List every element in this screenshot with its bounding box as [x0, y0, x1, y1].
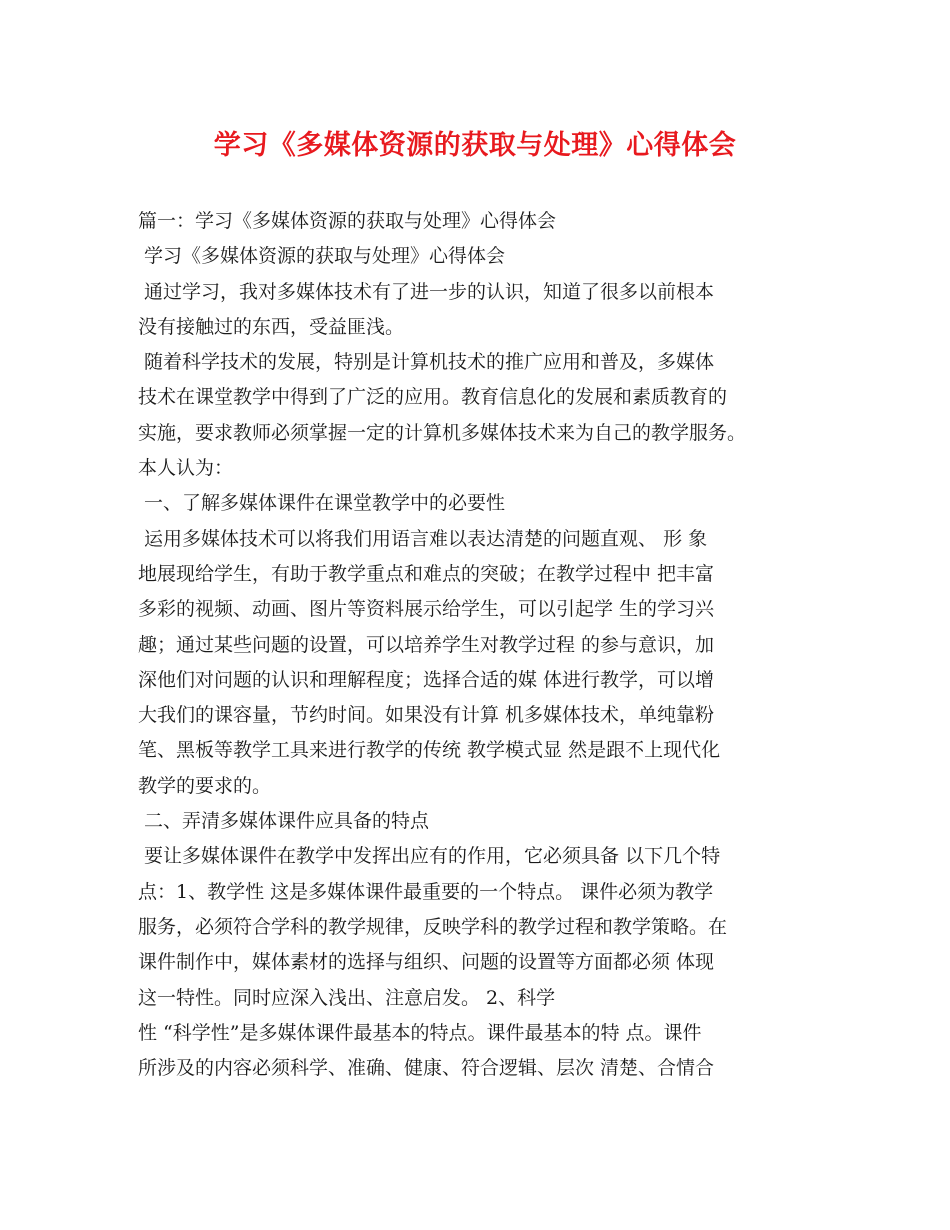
body-line: 深他们对问题的认识和理解程度；选择合适的媒 体进行教学，可以增 [138, 668, 715, 691]
document-title: 学习《多媒体资源的获取与处理》心得体会 [213, 130, 737, 161]
body-line: 趣；通过某些问题的设置，可以培养学生对教学过程 的参与意识，加 [138, 633, 715, 656]
body-line: 地展现给学生，有助于教学重点和难点的突破；在教学过程中 把丰富 [138, 562, 715, 585]
body-line: 点：1、教学性 这是多媒体课件最重要的一个特点。 课件必须为教学 [138, 880, 714, 903]
body-line: 服务，必须符合学科的教学规律，反映学科的教学过程和教学策略。在 [138, 915, 728, 938]
body-line: 实施，要求教师必须掌握一定的计算机多媒体技术来为自己的教学服务。 [138, 421, 747, 444]
section-heading: 二、弄清多媒体课件应具备的特点 [138, 810, 430, 833]
body-line: 课件制作中，媒体素材的选择与组织、问题的设置等方面都必须 体现 [138, 951, 715, 974]
body-line: 教学的要求的。 [138, 774, 272, 797]
document-body [138, 204, 818, 1086]
body-line: 技术在课堂教学中得到了广泛的应用。教育信息化的发展和素质教育的 [138, 386, 728, 409]
body-line: 性 “科学性”是多媒体课件最基本的特点。课件最基本的特 点。课件 [138, 1021, 702, 1044]
body-line: 篇一：学习《多媒体资源的获取与处理》心得体会 [138, 210, 557, 232]
body-line: 随着科学技术的发展，特别是计算机技术的推广应用和普及，多媒体 [138, 351, 715, 374]
body-line: 通过学习，我对多媒体技术有了进一步的认识，知道了很多以前根本 [138, 280, 715, 303]
section-heading: 一、了解多媒体课件在课堂教学中的必要性 [138, 492, 506, 515]
body-line: 运用多媒体技术可以将我们用语言难以表达清楚的问题直观、 形 象 [138, 527, 708, 550]
body-line: 这一特性。同时应深入浅出、注意启发。 2、科学 [138, 986, 556, 1009]
body-line: 本人认为： [138, 457, 234, 480]
body-line: 所涉及的内容必须科学、准确、健康、符合逻辑、层次 清楚、合情合 [138, 1057, 715, 1080]
body-line: 要让多媒体课件在教学中发挥出应有的作用，它必须具备 以下几个特 [138, 845, 721, 868]
body-line: 学习《多媒体资源的获取与处理》心得体会 [138, 245, 506, 268]
body-line: 多彩的视频、动画、图片等资料展示给学生，可以引起学 生的学习兴 [138, 598, 715, 621]
body-line: 没有接触过的东西，受益匪浅。 [138, 315, 405, 338]
body-line: 大我们的课容量，节约时间。如果没有计算 机多媒体技术，单纯靠粉 [138, 704, 715, 727]
body-line: 笔、黑板等教学工具来进行教学的传统 教学模式显 然是跟不上现代化 [138, 739, 721, 762]
